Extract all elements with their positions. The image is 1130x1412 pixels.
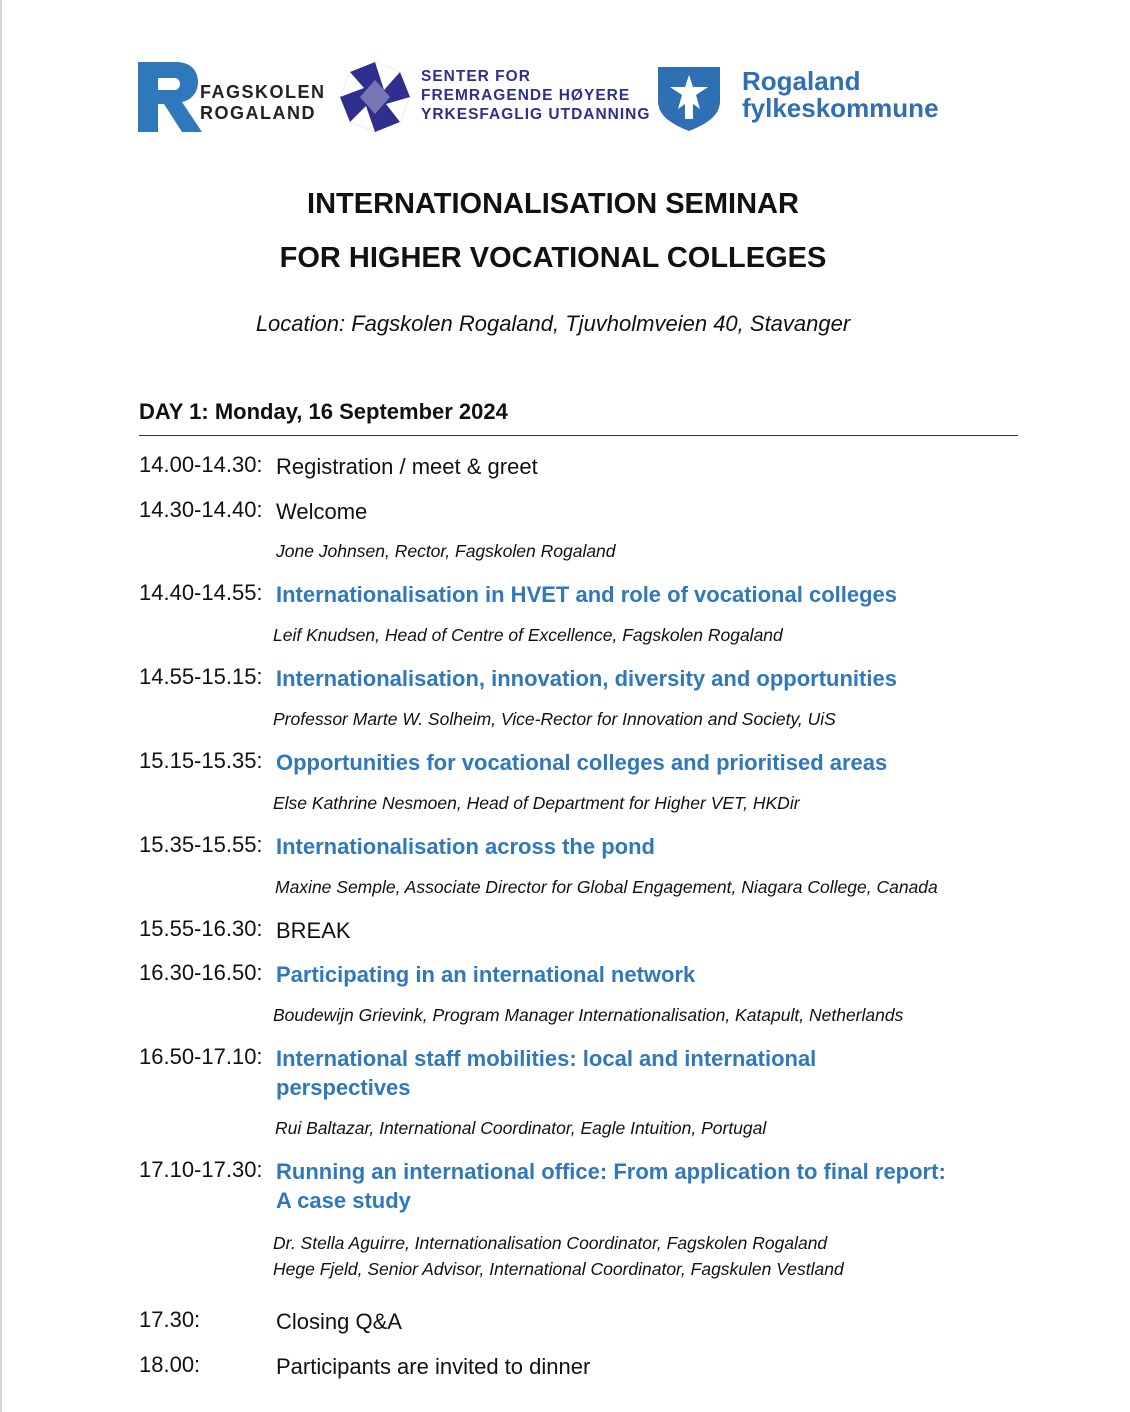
senter-logo-line2: FREMRAGENDE HØYERE (421, 87, 631, 104)
senter-logo-line1: SENTER FOR (421, 68, 531, 85)
agenda-time: 14.55-15.15: (139, 664, 263, 689)
agenda-speaker: Else Kathrine Nesmoen, Head of Department for Higher VET, HKDir (273, 793, 800, 813)
agenda-time: 14.00-14.30: (139, 452, 263, 477)
agenda-speaker-line1: Dr. Stella Aguirre, Internationalisation Coordinator, Fagskolen Rogaland (273, 1233, 828, 1253)
agenda-topic: Participants are invited to dinner (276, 1354, 591, 1379)
agenda-time: 18.00: (139, 1352, 201, 1377)
agenda-time: 17.10-17.30: (139, 1157, 263, 1182)
rogaland-shield-icon (656, 65, 722, 131)
page-title-line1: INTERNATIONALISATION SEMINAR (307, 188, 799, 220)
agenda-speaker-line2: Hege Fjeld, Senior Advisor, International Coordinator, Fagskulen Vestland (273, 1259, 844, 1279)
agenda-topic: Internationalisation across the pond (276, 834, 655, 859)
agenda-time: 17.30: (139, 1307, 201, 1332)
rogaland-logo-line1: Rogaland (742, 66, 861, 96)
header-logos (138, 60, 978, 136)
day-heading: DAY 1: Monday, 16 September 2024 (139, 399, 508, 424)
agenda-time: 16.50-17.10: (139, 1044, 263, 1069)
agenda-time: 14.30-14.40: (139, 497, 263, 522)
senter-logo-text (421, 67, 650, 124)
agenda-topic: BREAK (276, 918, 351, 943)
agenda-speaker: Rui Baltazar, International Coordinator, Eagle Intuition, Portugal (275, 1118, 767, 1138)
agenda-time: 15.55-16.30: (139, 916, 263, 941)
agenda-speaker: Leif Knudsen, Head of Centre of Excellence, Fagskolen Rogaland (273, 625, 783, 645)
agenda-speaker: Boudewijn Grievink, Program Manager Internationalisation, Katapult, Netherlands (273, 1005, 904, 1025)
agenda-topic: Opportunities for vocational colleges and prioritised areas (276, 750, 888, 775)
agenda-speaker: Maxine Semple, Associate Director for Global Engagement, Niagara College, Canada (275, 877, 938, 897)
agenda-speaker: Professor Marte W. Solheim, Vice-Rector for Innovation and Society, UiS (273, 709, 836, 729)
agenda-topic: Registration / meet & greet (276, 454, 538, 479)
rogaland-logo-line2: fylkeskommune (742, 93, 939, 123)
agenda-topic-line2: perspectives (276, 1075, 411, 1100)
agenda-topic: Closing Q&A (276, 1309, 402, 1334)
agenda-topic-line1: International staff mobilities: local and international (276, 1046, 817, 1071)
agenda-speaker: Jone Johnsen, Rector, Fagskolen Rogaland (276, 541, 616, 561)
agenda-topic-line2: A case study (276, 1188, 411, 1213)
agenda-time: 15.35-15.55: (139, 832, 263, 857)
agenda-topic-line1: Running an international office: From application to final report: (276, 1159, 946, 1184)
agenda-time: 15.15-15.35: (139, 748, 263, 773)
rogaland-logo-text (742, 68, 939, 122)
agenda-time: 16.30-16.50: (139, 960, 263, 985)
fagskolen-logo-line1: FAGSKOLEN (200, 82, 326, 102)
location-text: Location: Fagskolen Rogaland, Tjuvholmveien 40, Stavanger (255, 311, 851, 336)
page-title-line2: FOR HIGHER VOCATIONAL COLLEGES (279, 242, 827, 274)
fagskolen-logo-line2: ROGALAND (200, 103, 316, 123)
fagskolen-logo-mark (138, 62, 208, 132)
agenda-topic: Internationalisation in HVET and role of vocational colleges (276, 582, 897, 607)
fagskolen-logo-text (200, 82, 326, 124)
senter-logo-line3: YRKESFAGLIG UTDANNING (421, 106, 651, 123)
agenda-topic: Internationalisation, innovation, diversity and opportunities (276, 666, 897, 691)
senter-logo-mark (338, 60, 412, 134)
agenda-topic: Participating in an international network (276, 962, 696, 987)
agenda-topic: Welcome (276, 499, 368, 524)
day-divider (139, 435, 1018, 436)
agenda-time: 14.40-14.55: (139, 580, 263, 605)
